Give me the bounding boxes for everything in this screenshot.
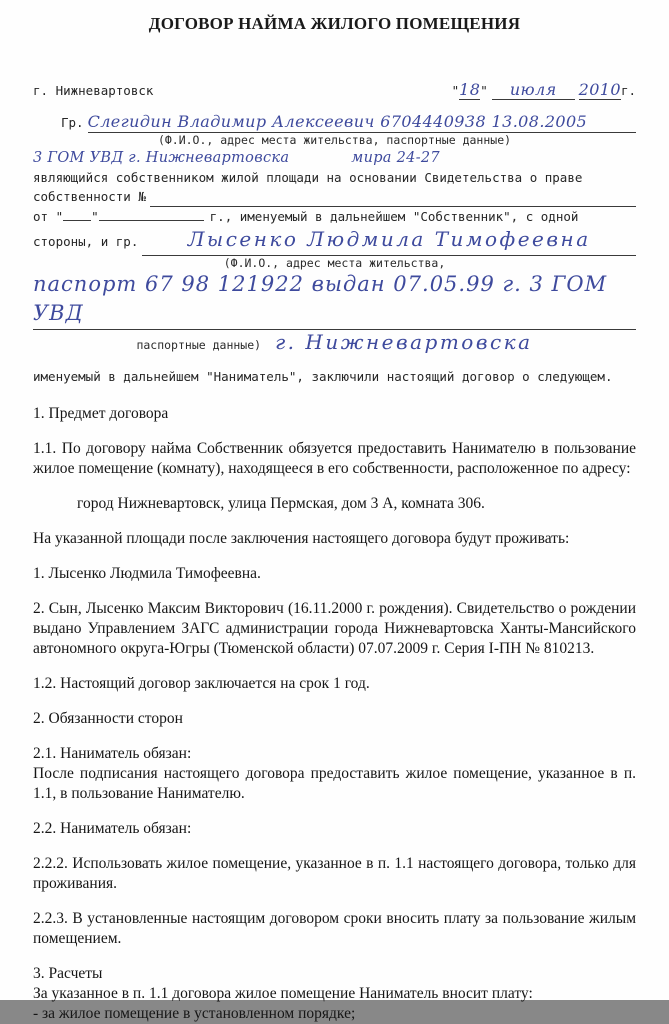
resident-2: 2. Сын, Лысенко Максим Викторович (16.11.2000 г. рождения). Свидетельство о рождении выдано Управлением ЗАГС администрации города Нижневартовска Ханты-Мансийского автономного округа-Югры (Тюменской области) 07.07.2009 г. Серия I-ПН № 810213.: [33, 600, 636, 657]
date-year-suffix: г.: [620, 83, 636, 98]
passport-caption: паспортные данные): [136, 338, 262, 352]
section-2-heading: 2. Обязанности сторон: [33, 710, 183, 727]
owner-name-line: [33, 112, 636, 133]
tenant-clause: именуемый в дальнейшем "Наниматель", заключили настоящий договор о следующем.: [33, 369, 613, 384]
tenant-name-blank: [142, 226, 636, 256]
clause-2-2-3: 2.2.3. В установленные настоящим договором сроки вносить плату за пользование жилым помещением.: [33, 910, 636, 947]
date-close-quote: ": [480, 83, 488, 98]
clause-2-2-heading: 2.2. Наниматель обязан:: [33, 820, 192, 837]
payment-intro: За указанное в п. 1.1 договора жилое помещение Наниматель вносит плату:: [33, 985, 533, 1002]
street-handwritten: мира 24-27: [351, 150, 440, 166]
from-date-blank: [99, 208, 204, 221]
tenant-name-line: [33, 226, 636, 256]
owner-clause-line3-row: [33, 207, 636, 226]
owner-clause-line3: г., именуемый в дальнейшем "Собственник", с одной: [209, 209, 579, 224]
date-field: [452, 80, 636, 100]
issuer-line: [33, 148, 636, 168]
issuer-handwritten: 3 ГОМ УВД г. Нижневартовска: [33, 150, 290, 166]
from-day-blank: [63, 208, 91, 221]
contract-body: [33, 404, 636, 1024]
date-month-handwritten: июля: [492, 80, 575, 100]
document-title: ДОГОВОР НАЙМА ЖИЛОГО ПОМЕЩЕНИЯ: [148, 14, 521, 33]
ownership-number-label: собственности №: [33, 189, 146, 204]
from-label: от ": [33, 209, 64, 224]
fio-caption-partial: (Ф.И.О., адрес места жительства,: [223, 256, 446, 270]
payment-item-1: - за жилое помещение в установленном порядке;: [33, 1005, 356, 1022]
owner-name-handwritten: Слегидин Владимир Алексеевич 6704440938 13.08.2005: [87, 112, 588, 131]
clause-1-2: 1.2. Настоящий договор заключается на срок 1 год.: [33, 675, 370, 692]
section-1-heading: 1. Предмет договора: [33, 405, 169, 422]
tenant-city-handwritten: г. Нижневартовска: [275, 330, 533, 354]
passport-line: [33, 271, 636, 330]
clause-2-2-2: 2.2.2. Использовать жилое помещение, указанное в п. 1.1 настоящего договора, только для проживания.: [33, 855, 636, 892]
owner-name-blank: [88, 112, 636, 133]
date-open-quote: ": [451, 83, 460, 98]
owner-clause-line2-row: [33, 187, 636, 207]
ownership-number-blank: [150, 187, 636, 207]
passport-handwritten: паспорт 67 98 121922 выдан 07.05.99 г. 3 ГОМ УВД: [33, 272, 608, 325]
fio-caption-full: (Ф.И.О., адрес места жительства, паспортные данные): [157, 133, 512, 147]
clause-1-1: 1.1. По договору найма Собственник обязуется предоставить Нанимателю в пользование жилое помещение (комнату), находящееся в его собственности, расположенное по адресу:: [33, 440, 636, 477]
passport-caption-line: [33, 330, 636, 357]
gr-label: Гр.: [61, 115, 84, 130]
tenant-name-handwritten: Лысенко Людмила Тимофеевна: [187, 227, 591, 251]
property-address: город Нижневартовск, улица Пермская, дом 3 А, комната 306.: [77, 495, 485, 512]
from-quote-close: ": [91, 209, 99, 224]
clause-2-1-text: После подписания настоящего договора предоставить жилое помещение, указанное в п. 1.1, в пользование Нанимателю.: [33, 765, 636, 802]
date-day-handwritten: 18: [459, 80, 481, 99]
owner-clause-line1: являющийся собственником жилой площади на основании Свидетельства о праве: [33, 170, 583, 185]
city-label: г. Нижневартовск: [33, 83, 154, 98]
city-date-line: [33, 80, 636, 100]
residents-intro: На указанной площади после заключения настоящего договора будут проживать:: [33, 530, 570, 547]
clause-2-1-heading: 2.1. Наниматель обязан:: [33, 745, 192, 762]
date-year-handwritten: 2010: [578, 80, 621, 99]
side-label: стороны, и гр.: [33, 234, 139, 249]
resident-1: 1. Лысенко Людмила Тимофеевна.: [33, 565, 261, 582]
section-3-heading: 3. Расчеты: [33, 965, 103, 982]
